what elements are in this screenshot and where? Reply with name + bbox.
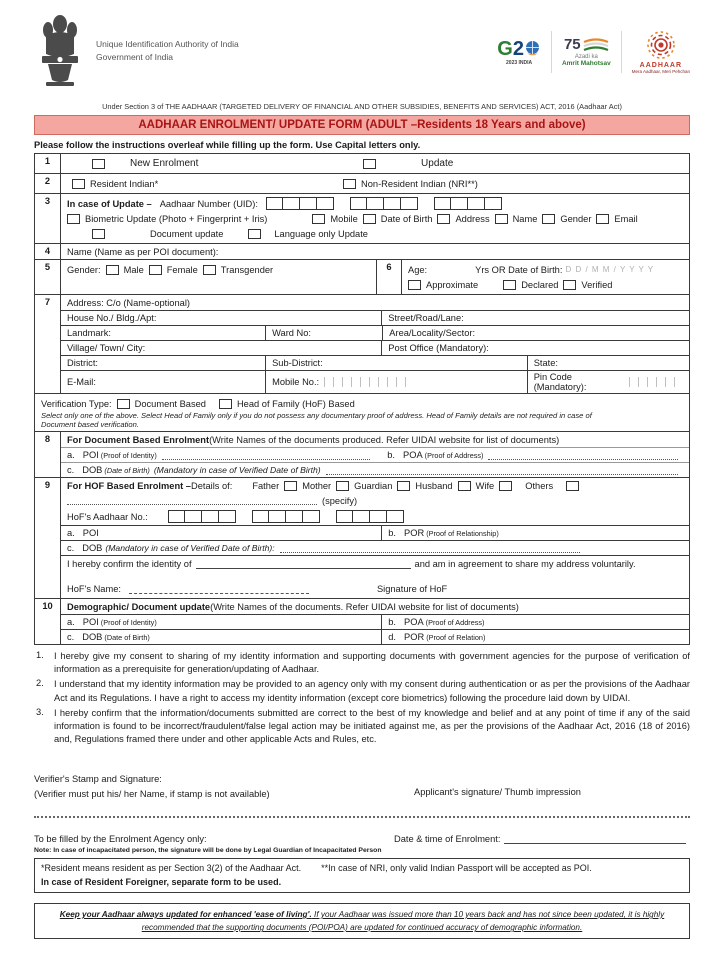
hof-aadhaar-label: HoF's Aadhaar No.:: [67, 511, 148, 522]
item-a: a.: [67, 617, 75, 627]
keep-updated-box: [34, 903, 690, 939]
por-sublabel: (Proof of Relation): [426, 632, 486, 642]
pincode-cell[interactable]: [528, 371, 689, 393]
aadhaar-tagline: Mera Aadhaar, Meri Pehchan: [631, 68, 690, 74]
resident-footnote: *Resident means resident as per Section 3(2) of the Aadhaar Act.: [41, 863, 302, 874]
confirm-identity-text: I hereby confirm the identity of: [67, 559, 192, 569]
hof-uid-digit-group-3[interactable]: [336, 510, 404, 523]
village-cell[interactable]: [61, 342, 381, 354]
name-input-line[interactable]: [222, 247, 679, 257]
area-label: Area/Locality/Sector:: [389, 328, 476, 338]
name-field-label: Name (Name as per POI document):: [67, 246, 219, 257]
item-b: b.: [388, 617, 397, 627]
new-enrolment-label: New Enrolment: [130, 158, 199, 169]
demo-poi-cell[interactable]: [61, 616, 381, 628]
hof-uid-digit-group-1[interactable]: [168, 510, 236, 523]
dob-label: DOB: [82, 465, 103, 475]
row-number: 1: [35, 154, 61, 173]
address-co-label: Address: C/o (Name-optional): [67, 297, 190, 308]
address-update-checkbox[interactable]: [437, 214, 450, 224]
mobile-update-checkbox[interactable]: [312, 214, 325, 224]
row-address: [35, 294, 689, 393]
azadi-75: 75: [563, 36, 581, 54]
por-label: POR: [404, 528, 425, 538]
poa-label: POA: [403, 450, 423, 460]
uid-digit-group-1[interactable]: [266, 197, 334, 210]
tricolor-swoosh-icon: [583, 38, 609, 52]
update-label: Update: [421, 158, 454, 169]
demo-update-title-rest: (Write Names of the documents. Refer UIDAI website for list of documents): [210, 601, 519, 612]
demo-poa-cell[interactable]: [382, 616, 689, 628]
district-cell[interactable]: [61, 357, 265, 369]
item-d: d.: [388, 632, 397, 642]
transgender-checkbox[interactable]: [203, 265, 216, 275]
dob-update-checkbox[interactable]: [363, 214, 376, 224]
post-office-label: Post Office (Mandatory):: [388, 343, 489, 353]
org-name-line1: Unique Identification Authority of India: [96, 39, 239, 50]
ward-cell[interactable]: [266, 327, 382, 339]
dob-input-line[interactable]: [326, 466, 678, 475]
yrs-or-dob-label: Yrs OR Date of Birth:: [475, 264, 563, 275]
gender-update-label: Gender: [560, 213, 592, 224]
azadi-text-bottom: Amrit Mahotsav: [561, 60, 611, 68]
row-number: 6: [376, 260, 402, 294]
others-label: Others: [525, 480, 554, 491]
biometric-update-label: Biometric Update (Photo + Fingerprint + Iris): [85, 213, 268, 224]
consent-number: 3.: [36, 706, 44, 717]
confirm-identity-input[interactable]: [196, 559, 411, 569]
female-checkbox[interactable]: [149, 265, 162, 275]
specify-label: (specify): [322, 495, 358, 506]
mother-checkbox[interactable]: [336, 481, 349, 491]
biometric-update-checkbox[interactable]: [67, 214, 80, 224]
act-reference-line: Under Section 3 of THE AADHAAR (TARGETED DELIVERY OF FINANCIAL AND OTHER SUBSIDIES, BENEFITS AND SERVICES) ACT, 2016 (Aadhaar Act): [102, 102, 622, 111]
header-logos: [497, 30, 690, 75]
husband-label: Husband: [415, 480, 453, 491]
hof-dob-note: (Mandatory in case of Verified Date of Birth):: [105, 543, 275, 553]
consent-paragraph-3: I hereby confirm that the information/documents submitted are correct to the best of my knowledge and belief and at any point of time if any of the said information is found to be incorrect/fraudulent/false legal action may be initiated against me, as per the provisions of the Aadhaar Act, 2016 (18 of 2016) and, Regulations framed there under and other applicable Acts and Rules, etc.: [54, 707, 690, 745]
row-number: 10: [35, 599, 61, 644]
row-gender-age: [35, 259, 689, 294]
dob-sublabel: (Date of Birth): [104, 465, 150, 475]
mobile-label: Mobile No.:: [272, 377, 320, 387]
hof-poi-input-line[interactable]: [104, 529, 370, 538]
item-a: a.: [67, 528, 75, 538]
row-number: 9: [35, 478, 61, 598]
age-label: Age:: [408, 264, 428, 275]
address-update-label: Address: [455, 213, 490, 224]
guardian-label: Guardian: [354, 480, 393, 491]
header: [34, 8, 690, 98]
instruction-line: Please follow the instructions overleaf while filling up the form. Use Capital letters only.: [34, 140, 421, 150]
keep-updated-bold: Keep your Aadhaar always updated for enhanced 'ease of living'.: [59, 910, 312, 920]
enrolment-datetime-input[interactable]: [504, 834, 686, 844]
poi-sublabel: (Proof of Identity): [100, 450, 157, 460]
dob-mandatory-note: (Mandatory in case of Verified Date of Birth): [153, 465, 321, 475]
male-checkbox[interactable]: [106, 265, 119, 275]
poa-sublabel: (Proof of Address): [425, 617, 485, 627]
hof-enrolment-title-rest: Details of:: [190, 480, 233, 491]
street-cell[interactable]: [382, 312, 689, 324]
hof-name-label: HoF's Name:: [67, 584, 121, 594]
pincode-label: Pin Code (Mandatory):: [533, 372, 587, 392]
village-label: Village/ Town/ City:: [67, 343, 146, 353]
email-update-label: Email: [614, 213, 638, 224]
row-name: [35, 243, 689, 259]
gender-update-checkbox[interactable]: [542, 214, 555, 224]
poi-label: POI: [82, 617, 99, 627]
hof-signature-label: Signature of HoF: [376, 584, 448, 594]
doc-enrolment-title: For Document Based Enrolment: [67, 434, 210, 445]
verification-type-label: Verification Type:: [41, 398, 112, 409]
row-number: 3: [35, 194, 61, 243]
hof-dob-input-line[interactable]: [280, 544, 580, 553]
mother-label: Mother: [302, 480, 332, 491]
approximate-checkbox[interactable]: [408, 280, 421, 290]
wife-label: Wife: [475, 480, 495, 491]
language-only-update-label: Language only Update: [274, 228, 368, 239]
gender-label: Gender:: [67, 264, 101, 275]
g20-logo: [497, 38, 541, 67]
declared-label: Declared: [521, 279, 559, 290]
aadhaar-wordmark: AADHAAR: [639, 62, 683, 69]
demo-dob-cell[interactable]: [61, 631, 381, 643]
aadhaar-logo: [632, 30, 690, 75]
item-b: b.: [388, 528, 397, 538]
por-sublabel: (Proof of Relationship): [426, 528, 499, 538]
g20-digit-2: 2: [512, 38, 524, 61]
hof-uid-digit-group-2[interactable]: [252, 510, 320, 523]
row-demographic-update: [35, 598, 689, 644]
document-based-label: Document Based: [134, 398, 206, 409]
dob-sublabel: (Date of Birth): [104, 632, 150, 642]
email-cell[interactable]: [61, 376, 265, 388]
house-label: House No./ Bldg./Apt:: [67, 313, 157, 323]
row-residency: [35, 173, 689, 193]
hof-enrolment-title: For HOF Based Enrolment –: [67, 480, 191, 491]
subdistrict-cell[interactable]: [266, 357, 527, 369]
post-office-cell[interactable]: [382, 342, 689, 354]
pincode-digit-cells[interactable]: [629, 377, 683, 387]
row-verification-type: [35, 393, 689, 431]
husband-checkbox[interactable]: [458, 481, 471, 491]
document-based-checkbox[interactable]: [117, 399, 130, 409]
row-enrolment-type: [35, 154, 689, 173]
subdistrict-label: Sub-District:: [272, 358, 323, 368]
others-checkbox[interactable]: [566, 481, 579, 491]
email-label: E-Mail:: [67, 377, 96, 387]
row-document-based-enrolment: [35, 431, 689, 477]
uid-digit-group-2[interactable]: [350, 197, 418, 210]
verifier-note: (Verifier must put his/ her Name, if stamp is not available): [34, 789, 270, 800]
aadhaar-number-label: Aadhaar Number (UID):: [159, 198, 258, 209]
confirm-share-text: and am in agreement to share my address voluntarily.: [414, 559, 636, 569]
in-case-of-update-label: In case of Update –: [67, 198, 152, 209]
emblem-block: [34, 10, 239, 92]
mobile-digit-cells[interactable]: [324, 377, 414, 387]
aadhaar-sun-icon: [644, 30, 678, 62]
language-only-update-checkbox[interactable]: [248, 229, 261, 239]
consent-paragraph-2: I understand that my identity information may be provided to an agency only with my consent during authentication or as per the provisions of the Aadhaar Act and its Regulations. I have a right to access my identity information (except core biometrics) following the procedure laid down by UIDAI.: [54, 679, 690, 703]
male-label: Male: [123, 264, 144, 275]
keep-updated-rest: If your Aadhaar was issued more than 10 years back and has not since been updated, it is highly recommended that the supporting documents (POI/POA) are updated for continued accuracy of demographic information.: [141, 910, 665, 933]
landmark-label: Landmark:: [67, 328, 111, 338]
dotted-separator: [34, 816, 690, 818]
por-label: POR: [404, 632, 425, 642]
verified-label: Verified: [581, 279, 613, 290]
item-c: c.: [67, 543, 75, 553]
poa-input-line[interactable]: [488, 451, 678, 460]
row-hof-based-enrolment: [35, 477, 689, 598]
row-number: 8: [35, 432, 61, 477]
org-name-line2: Government of India: [96, 52, 174, 62]
address-co-input[interactable]: [194, 298, 679, 308]
agency-label: To be filled by the Enrolment Agency only:: [34, 834, 207, 845]
ward-label: Ward No:: [272, 328, 312, 338]
foreigner-footnote: In case of Resident Foreigner, separate form to be used.: [41, 876, 282, 887]
hof-based-label: Head of Family (HoF) Based: [236, 398, 355, 409]
state-label: State:: [533, 358, 558, 368]
nri-label: Non-Resident Indian (NRI**): [361, 178, 478, 189]
dob-update-label: Date of Birth: [380, 213, 433, 224]
female-label: Female: [166, 264, 198, 275]
area-cell[interactable]: [383, 327, 689, 339]
hof-poi-label: POI: [82, 528, 99, 538]
resident-indian-label: Resident Indian*: [90, 178, 159, 189]
row-number: 5: [35, 260, 61, 294]
incapacitated-note: Note: In case of incapacitated person, the signature will be done by Legal Guardian of Incapacitated Person: [34, 847, 382, 855]
row-number: 7: [35, 295, 61, 393]
email-update-checkbox[interactable]: [596, 214, 609, 224]
father-label: Father: [252, 480, 280, 491]
logo-separator: [551, 31, 552, 73]
verifier-stamp-label: Verifier's Stamp and Signature:: [34, 774, 162, 785]
row-number: 4: [35, 244, 61, 259]
resident-indian-checkbox[interactable]: [72, 179, 85, 189]
house-cell[interactable]: [61, 312, 381, 324]
demo-update-title: Demographic/ Document update: [67, 601, 211, 612]
por-input-line[interactable]: [504, 529, 678, 538]
mobile-update-label: Mobile: [330, 213, 358, 224]
dob-placeholder[interactable]: D D / M M / Y Y Y Y: [565, 265, 655, 274]
consent-number: 2.: [36, 678, 44, 689]
demo-por-cell[interactable]: [382, 631, 689, 643]
item-c: c.: [67, 632, 75, 642]
consent-section: [34, 650, 690, 746]
new-enrolment-checkbox[interactable]: [92, 159, 105, 169]
district-label: District:: [67, 358, 98, 368]
g20-letter-g: G: [497, 38, 513, 61]
street-label: Street/Road/Lane:: [388, 313, 464, 323]
verified-checkbox[interactable]: [563, 280, 576, 290]
poi-sublabel: (Proof of Identity): [100, 617, 157, 627]
transgender-label: Transgender: [220, 264, 274, 275]
logo-separator: [621, 31, 622, 73]
enrolment-datetime-label: Date & time of Enrolment:: [394, 834, 501, 845]
agency-section: [34, 834, 690, 844]
poa-sublabel: (Proof of Address): [424, 450, 484, 460]
state-cell[interactable]: [528, 357, 689, 369]
specify-input-line[interactable]: [67, 496, 317, 505]
row-number: 2: [35, 174, 61, 193]
guardian-checkbox[interactable]: [397, 481, 410, 491]
update-checkbox[interactable]: [363, 159, 376, 169]
hof-dob-label: DOB: [82, 543, 103, 553]
doc-enrolment-title-rest: (Write Names of the documents produced. Refer UIDAI website for list of documents): [209, 434, 560, 445]
landmark-cell[interactable]: [61, 327, 265, 339]
father-checkbox[interactable]: [284, 481, 297, 491]
mobile-cell[interactable]: [266, 376, 527, 388]
consent-paragraph-1: I hereby give my consent to sharing of my identity information and supporting documents with government agencies for the purpose of verification of information as a prerequisite for generation/updating of Aadhaar.: [54, 651, 690, 675]
verification-note-line1: Select only one of the above. Select Head of Family only if you do not possess any documentary proof of address. Head of Family details are not required in case of: [41, 411, 592, 420]
poi-input-line[interactable]: [162, 451, 371, 460]
form-title: AADHAAR ENROLMENT/ UPDATE FORM (ADULT –Residents 18 Years and above): [34, 115, 690, 135]
item-c: c.: [67, 465, 75, 475]
india-emblem-icon: [34, 10, 86, 92]
hof-name-input[interactable]: [129, 585, 309, 594]
azadi-logo: [562, 37, 611, 67]
nri-checkbox[interactable]: [343, 179, 356, 189]
document-update-checkbox[interactable]: [92, 229, 105, 239]
uid-digit-group-3[interactable]: [434, 197, 502, 210]
age-input[interactable]: [431, 265, 471, 275]
hof-based-checkbox[interactable]: [219, 399, 232, 409]
g20-subtext: 2023 INDIA: [506, 60, 533, 67]
verification-note-line2: Document based verification.: [41, 420, 139, 429]
poa-label: POA: [404, 617, 424, 627]
applicant-signature-label: Applicant's signature/ Thumb impression: [414, 787, 581, 798]
g20-globe-icon: [524, 40, 541, 57]
approximate-label: Approximate: [426, 279, 479, 290]
nri-footnote: **In case of NRI, only valid Indian Passport will be accepted as POI.: [321, 863, 592, 874]
poi-label: POI: [82, 450, 99, 460]
dob-label: DOB: [82, 632, 103, 642]
form-table: [34, 153, 690, 645]
item-b: b.: [387, 450, 396, 460]
name-update-checkbox[interactable]: [495, 214, 508, 224]
footnote-box: [34, 858, 690, 893]
item-a: a.: [67, 450, 75, 460]
declared-checkbox[interactable]: [503, 280, 516, 290]
wife-checkbox[interactable]: [499, 481, 512, 491]
consent-number: 1.: [36, 650, 44, 660]
name-update-label: Name: [512, 213, 538, 224]
azadi-text-top: Azadi ka: [574, 53, 598, 60]
verifier-section: [34, 772, 690, 802]
document-update-label: Document update: [150, 228, 224, 239]
row-update-details: [35, 193, 689, 243]
